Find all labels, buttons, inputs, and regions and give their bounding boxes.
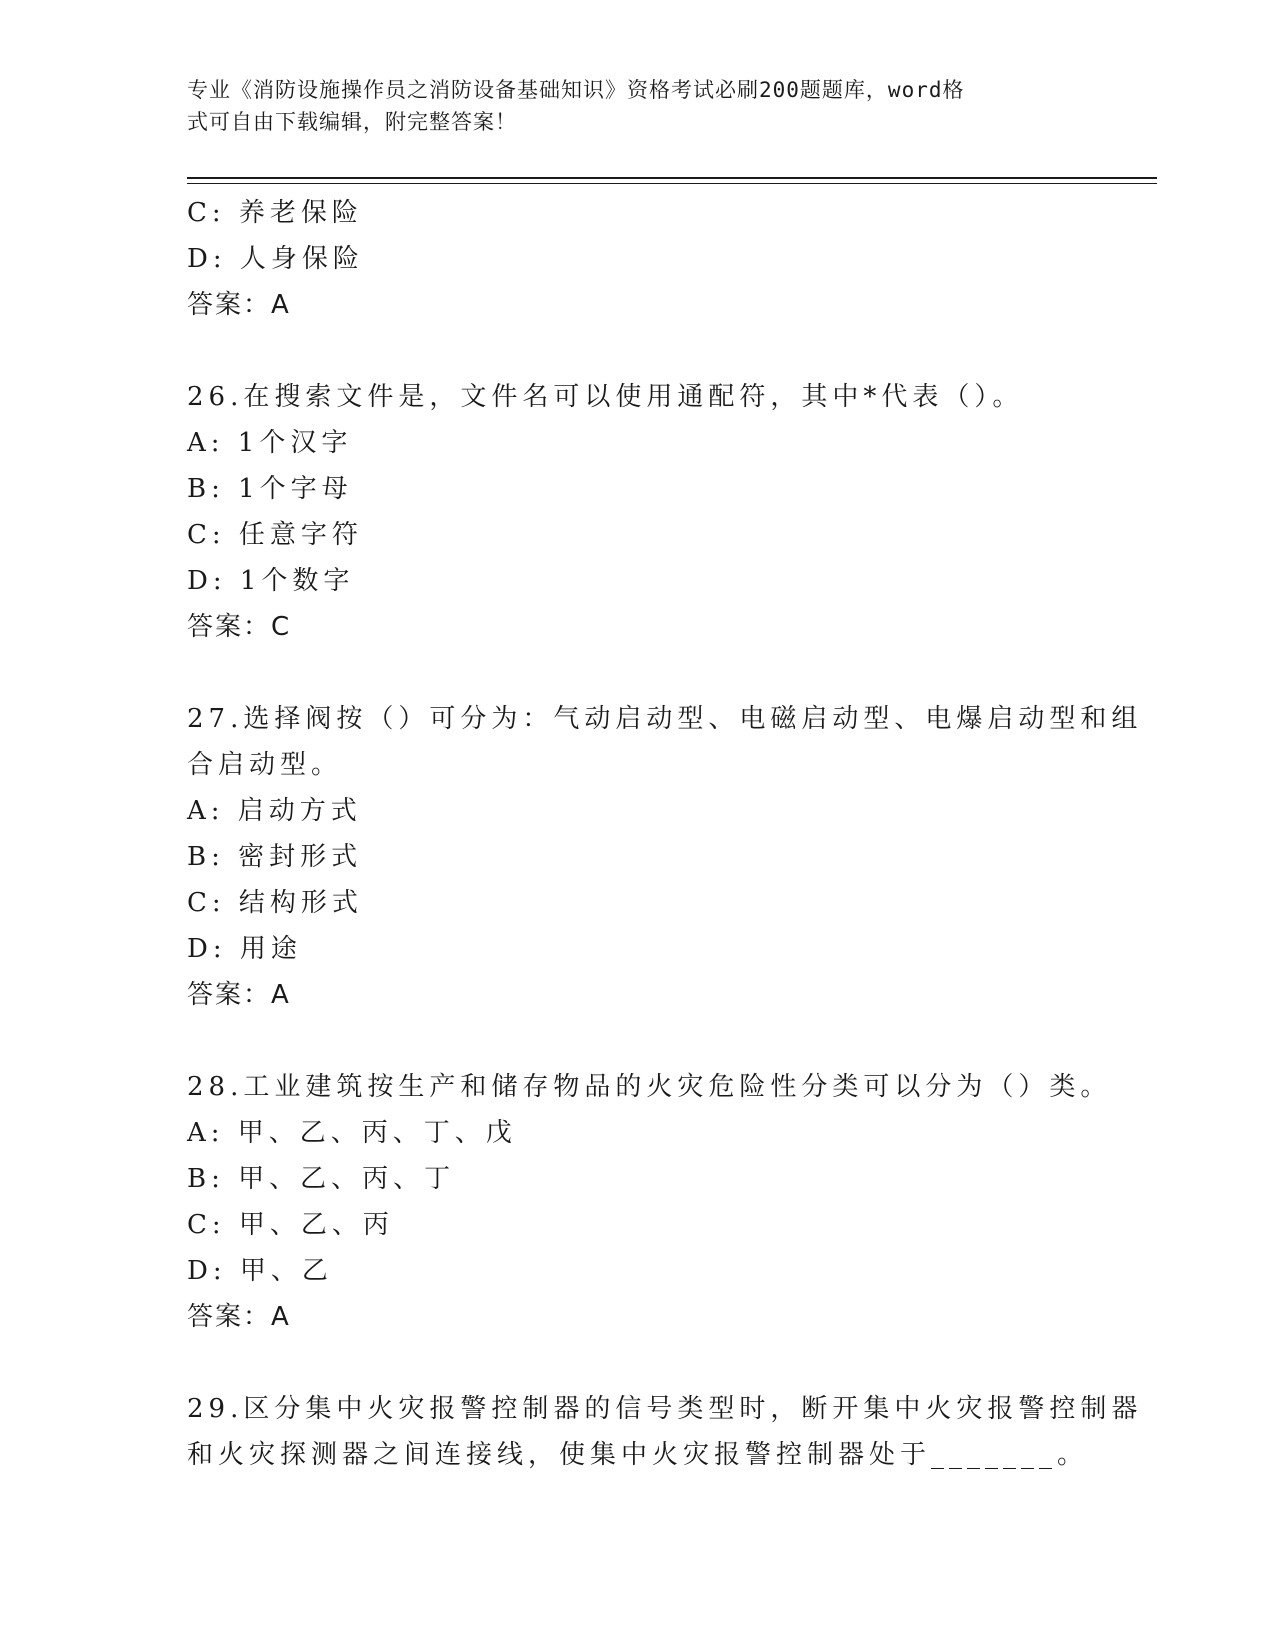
question-29 (187, 1386, 1143, 1478)
document-header (187, 74, 1067, 138)
question-stem-continued: 和火灾探测器之间连接线，使集中火灾报警控制器处于_______。 (187, 1440, 1089, 1470)
option-c: C: 任意字符 (187, 520, 363, 550)
option-b: B: 1个字母 (187, 474, 353, 504)
header-line-2: 式可自由下载编辑，附完整答案！ (187, 110, 517, 134)
option-c: C: 结构形式 (187, 888, 363, 918)
answer-line: 答案：C (187, 612, 292, 642)
option-a: A: 启动方式 (187, 796, 362, 826)
prev-question-block (187, 190, 1087, 328)
answer-line: 答案：A (187, 1302, 291, 1332)
question-stem: 27.选择阀按（）可分为：气动启动型、电磁启动型、电爆启动型和组 (187, 704, 1143, 734)
answer-line: 答案：A (187, 980, 291, 1010)
document-body (187, 190, 1143, 1478)
answer-line: 答案：A (187, 290, 291, 320)
header-line-1: 专业《消防设施操作员之消防设备基础知识》资格考试必刷200题题库，word格 (187, 78, 965, 102)
option-b: B: 甲、乙、丙、丁 (187, 1164, 456, 1194)
question-27 (187, 696, 1143, 1018)
option-a: A: 1个汉字 (187, 428, 353, 458)
header-rule-thick (187, 177, 1157, 179)
option-c: C: 养老保险 (187, 198, 363, 228)
option-a: A: 甲、乙、丙、丁、戊 (187, 1118, 517, 1148)
option-d: D: 1个数字 (187, 566, 355, 596)
option-b: B: 密封形式 (187, 842, 363, 872)
header-rule-thin (187, 183, 1157, 184)
question-stem-continued: 合启动型。 (187, 750, 343, 780)
question-stem: 29.区分集中火灾报警控制器的信号类型时，断开集中火灾报警控制器 (187, 1394, 1143, 1424)
question-stem: 26.在搜索文件是，文件名可以使用通配符，其中*代表（）。 (187, 382, 1024, 412)
question-stem: 28.工业建筑按生产和储存物品的火灾危险性分类可以分为（）类。 (187, 1072, 1112, 1102)
option-c: C: 甲、乙、丙 (187, 1210, 394, 1240)
option-d: D: 人身保险 (187, 244, 364, 274)
option-d: D: 甲、乙 (187, 1256, 333, 1286)
option-d: D: 用途 (187, 934, 302, 964)
question-28 (187, 1064, 1112, 1340)
question-26 (187, 374, 1087, 650)
